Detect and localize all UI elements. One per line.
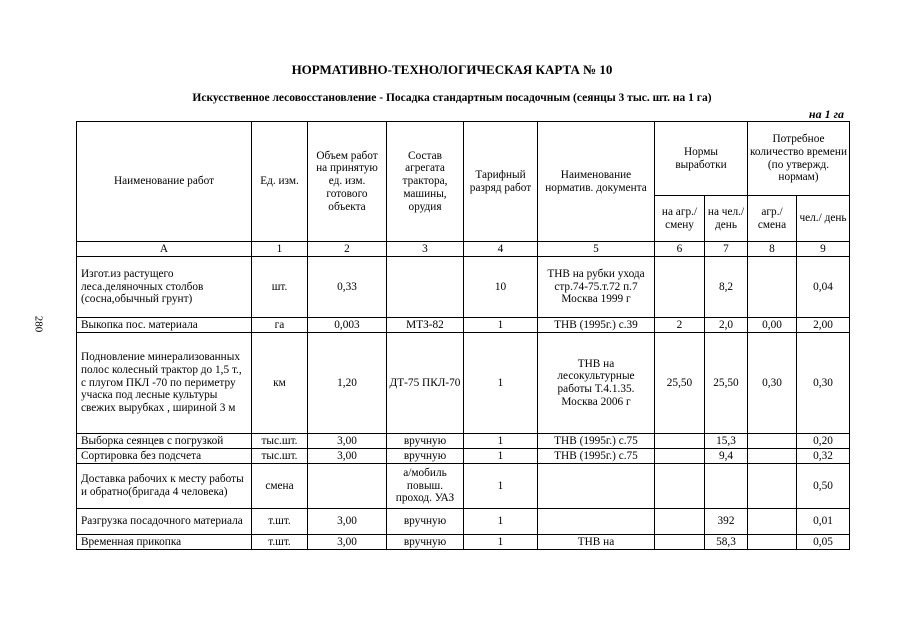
work-name-cell: Изгот.из растущего леса.деляночных столбов (сосна,обычный грунт)	[77, 257, 252, 318]
table-row	[77, 318, 850, 333]
header-norms: Нормы выработки	[655, 122, 748, 196]
table-cell: 1	[464, 318, 538, 333]
table-cell: 0,20	[797, 434, 850, 449]
table-cell: вручную	[387, 509, 464, 535]
table-row	[77, 449, 850, 464]
table-cell: 0,05	[797, 535, 850, 550]
table-cell	[655, 464, 705, 509]
table-row	[77, 257, 850, 318]
table-cell	[748, 509, 797, 535]
table-cell	[655, 257, 705, 318]
column-number-cell: 8	[748, 242, 797, 257]
table-cell: 2	[655, 318, 705, 333]
table-cell: 8,2	[705, 257, 748, 318]
work-name-cell: Сортировка без подсчета	[77, 449, 252, 464]
table-cell: ДТ-75 ПКЛ-70	[387, 333, 464, 434]
table-cell: МТЗ-82	[387, 318, 464, 333]
table-cell	[655, 509, 705, 535]
work-name-cell: Выкопка пос. материала	[77, 318, 252, 333]
table-cell: 1	[464, 434, 538, 449]
table-cell: 0,30	[748, 333, 797, 434]
table-cell: вручную	[387, 535, 464, 550]
table-cell	[655, 449, 705, 464]
table-cell: 2,0	[705, 318, 748, 333]
table-cell: 1	[464, 509, 538, 535]
header-grade: Тарифный разряд работ	[464, 122, 538, 242]
table-cell: ТНВ (1995г.) с.75	[538, 434, 655, 449]
column-number-cell: 4	[464, 242, 538, 257]
table-cell: 1	[464, 449, 538, 464]
table-row	[77, 509, 850, 535]
work-name-cell: Доставка рабочих к месту работы и обратно(бригада 4 человека)	[77, 464, 252, 509]
table-cell: а/мобиль повыш. проход. УАЗ	[387, 464, 464, 509]
table-cell: смена	[252, 464, 308, 509]
table-cell: 3,00	[308, 449, 387, 464]
page-number: 280	[32, 315, 45, 333]
table-cell: тыс.шт.	[252, 449, 308, 464]
work-name-cell: Выборка сеянцев с погрузкой	[77, 434, 252, 449]
table-cell: ТНВ на лесокультурные работы Т.4.1.35. Москва 2006 г	[538, 333, 655, 434]
column-number-cell: 6	[655, 242, 705, 257]
column-number-cell: А	[77, 242, 252, 257]
page-subtitle: Искусственное лесовосстановление - Посадка стандартным посадочным (сеянцы 3 тыс. шт. на 1 га)	[192, 92, 712, 104]
table-cell: 1	[464, 333, 538, 434]
table-cell: 3,00	[308, 535, 387, 550]
table-cell: т.шт.	[252, 535, 308, 550]
header-name: Наименование работ	[77, 122, 252, 242]
table-cell: 9,4	[705, 449, 748, 464]
table-cell: 10	[464, 257, 538, 318]
table-cell: 25,50	[655, 333, 705, 434]
table-cell: 58,3	[705, 535, 748, 550]
table-cell	[655, 434, 705, 449]
table-cell: вручную	[387, 449, 464, 464]
table-cell: 1	[464, 464, 538, 509]
table-cell: 3,00	[308, 434, 387, 449]
column-number-cell: 9	[797, 242, 850, 257]
table-cell	[538, 464, 655, 509]
work-name-cell: Подновление минерализованных полос колесный трактор до 1,5 т., с плугом ПКЛ -70 по периметру учаска под лесные культуры свежих вырубках , шириной 3 м	[77, 333, 252, 434]
column-number-row	[77, 242, 850, 257]
column-number-cell: 7	[705, 242, 748, 257]
header-time-agr: агр./ смена	[748, 196, 797, 242]
norms-table	[76, 121, 850, 550]
table-cell: 0,50	[797, 464, 850, 509]
column-number-cell: 1	[252, 242, 308, 257]
header-time-man: чел./ день	[797, 196, 850, 242]
table-cell	[748, 535, 797, 550]
table-cell: шт.	[252, 257, 308, 318]
table-cell: т.шт.	[252, 509, 308, 535]
table-cell	[748, 449, 797, 464]
table-cell: тыс.шт.	[252, 434, 308, 449]
table-cell: га	[252, 318, 308, 333]
header-composition: Состав агрегата трактора, машины, орудия	[387, 122, 464, 242]
header-norm-agr: на агр./ смену	[655, 196, 705, 242]
table-cell: 392	[705, 509, 748, 535]
table-cell: 25,50	[705, 333, 748, 434]
header-row	[77, 122, 850, 196]
table-cell: ТНВ на	[538, 535, 655, 550]
table-cell: 0,04	[797, 257, 850, 318]
table-cell: 2,00	[797, 318, 850, 333]
table-cell	[748, 257, 797, 318]
column-number-cell: 5	[538, 242, 655, 257]
header-volume: Объем работ на принятую ед. изм. готового объекта	[308, 122, 387, 242]
table-cell	[308, 464, 387, 509]
table-cell: ТНВ на рубки ухода стр.74-75.т.72 п.7 Москва 1999 г	[538, 257, 655, 318]
table-cell: 0,33	[308, 257, 387, 318]
table-cell: 0,00	[748, 318, 797, 333]
table-cell: 1,20	[308, 333, 387, 434]
page-title: НОРМАТИВНО-ТЕХНОЛОГИЧЕСКАЯ КАРТА № 10	[291, 62, 613, 77]
table-cell	[387, 257, 464, 318]
table-cell: 0,01	[797, 509, 850, 535]
table-cell: ТНВ (1995г.) с.75	[538, 449, 655, 464]
table-row	[77, 535, 850, 550]
header-time-need: Потребное количество времени (по утвержд. нормам)	[748, 122, 850, 196]
unit-label: на 1 га	[808, 107, 844, 121]
work-name-cell: Разгрузка посадочного материала	[77, 509, 252, 535]
header-norm-man: на чел./ день	[705, 196, 748, 242]
table-row	[77, 464, 850, 509]
table-row	[77, 333, 850, 434]
work-name-cell: Временная прикопка	[77, 535, 252, 550]
table-cell: 0,32	[797, 449, 850, 464]
column-number-cell: 3	[387, 242, 464, 257]
column-number-cell: 2	[308, 242, 387, 257]
table-cell	[655, 535, 705, 550]
header-document: Наименование норматив. документа	[538, 122, 655, 242]
table-row	[77, 434, 850, 449]
table-cell: вручную	[387, 434, 464, 449]
table-cell: 1	[464, 535, 538, 550]
table-cell: 3,00	[308, 509, 387, 535]
table-cell: ТНВ (1995г.) с.39	[538, 318, 655, 333]
table-cell: 0,30	[797, 333, 850, 434]
table-cell	[538, 509, 655, 535]
table-cell: 0,003	[308, 318, 387, 333]
header-unit: Ед. изм.	[252, 122, 308, 242]
table-cell	[748, 464, 797, 509]
table-cell	[705, 464, 748, 509]
table-cell: 15,3	[705, 434, 748, 449]
table-cell: км	[252, 333, 308, 434]
table-cell	[748, 434, 797, 449]
table-body	[77, 257, 850, 550]
